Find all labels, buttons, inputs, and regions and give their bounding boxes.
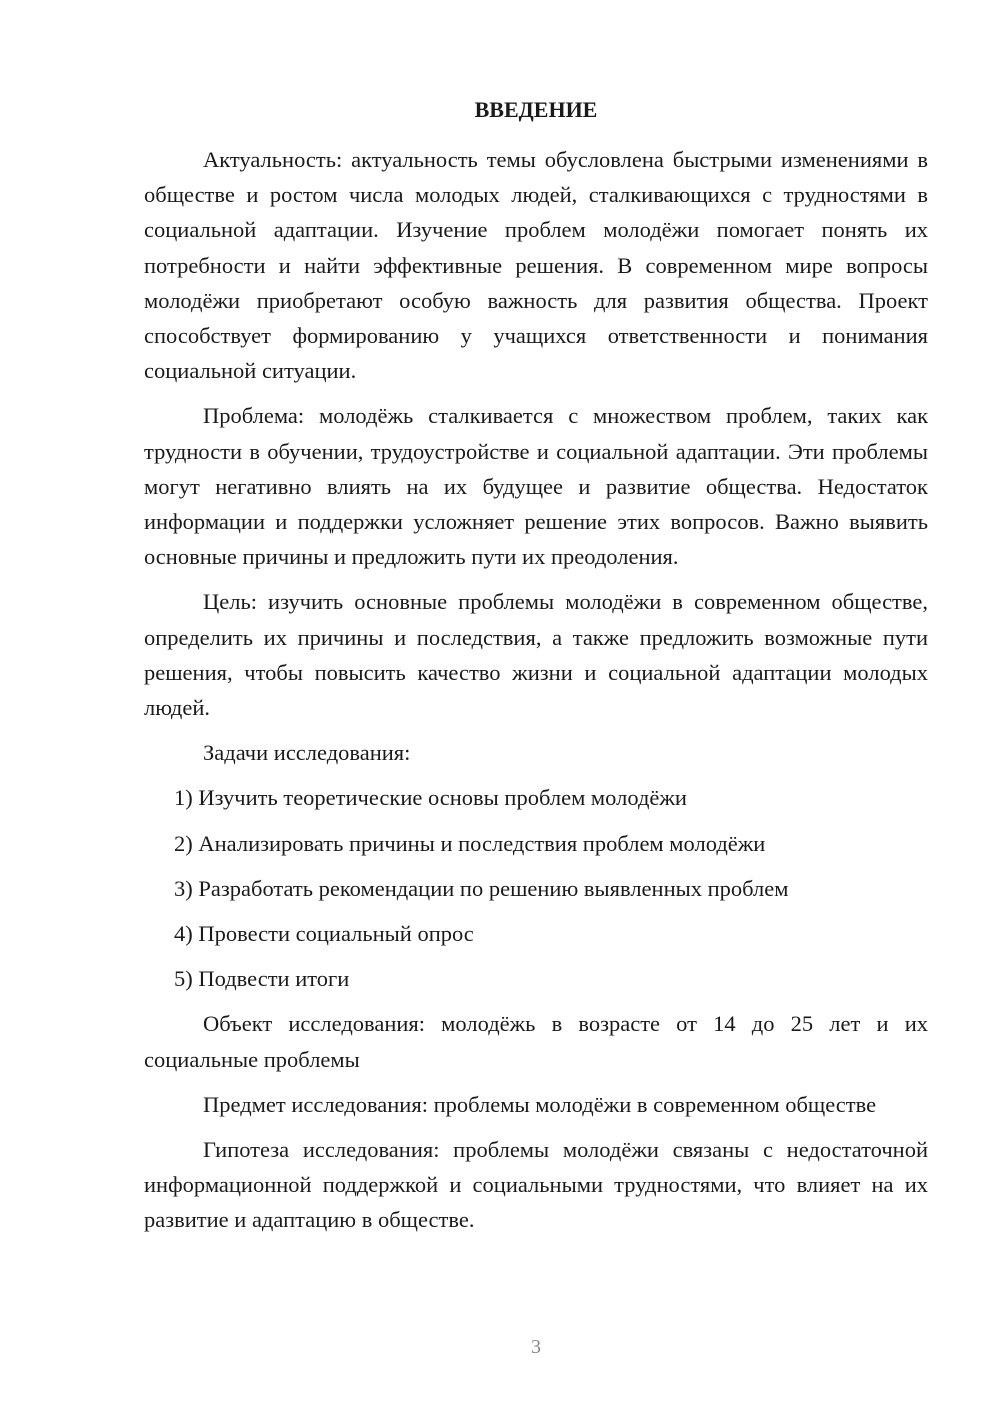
task-item: 2) Анализировать причины и последствия проблем молодёжи bbox=[174, 830, 766, 856]
paragraph-goal: Цель: изучить основные проблемы молодёжи в современном обществе, определить их причины и последствия, а также предложить возможные пути решения, чтобы повысить качество жизни и социальной адаптации молодых людей. bbox=[144, 589, 928, 721]
paragraph-subject: Предмет исследования: проблемы молодёжи в современном обществе bbox=[203, 1091, 877, 1117]
paragraph-hypothesis: Гипотеза исследования: проблемы молодёжи связаны с недостаточной информационной поддержкой и социальными трудностями, что влияет на их развитие и адаптацию в обществе. bbox=[144, 1137, 928, 1233]
task-item: 4) Провести социальный опрос bbox=[174, 921, 474, 947]
task-item: 3) Разработать рекомендации по решению выявленных проблем bbox=[174, 875, 789, 901]
paragraph-object: Объект исследования: молодёжь в возрасте от 14 до 25 лет и их социальные проблемы bbox=[144, 1011, 928, 1072]
task-item: 5) Подвести итоги bbox=[174, 966, 350, 992]
tasks-list bbox=[144, 780, 928, 1006]
page-title: ВВЕДЕНИЕ bbox=[474, 97, 598, 122]
task-item: 1) Изучить теоретические основы проблем молодёжи bbox=[174, 785, 687, 811]
paragraph-problem: Проблема: молодёжь сталкивается с множеством проблем, таких как трудности в обучении, трудоустройстве и социальной адаптации. Эти проблемы могут негативно влиять на их будущее и развитие общества. Недостаток информации и поддержки усложняет решение этих вопросов. Важно выявить основные причины и предложить пути их преодоления. bbox=[144, 403, 928, 570]
document-body bbox=[144, 142, 928, 1248]
tasks-heading: Задачи исследования: bbox=[203, 740, 411, 766]
page-number: 3 bbox=[531, 1336, 541, 1358]
paragraph-relevance: Актуальность: актуальность темы обусловлена быстрыми изменениями в обществе и ростом числа молодых людей, сталкивающихся с трудностями в социальной адаптации. Изучение проблем молодёжи помогает понять их потребности и найти эффективные решения. В современном мире вопросы молодёжи приобретают особую важность для развития общества. Проект способствует формированию у учащихся ответственности и понимания социальной ситуации. bbox=[144, 147, 928, 384]
